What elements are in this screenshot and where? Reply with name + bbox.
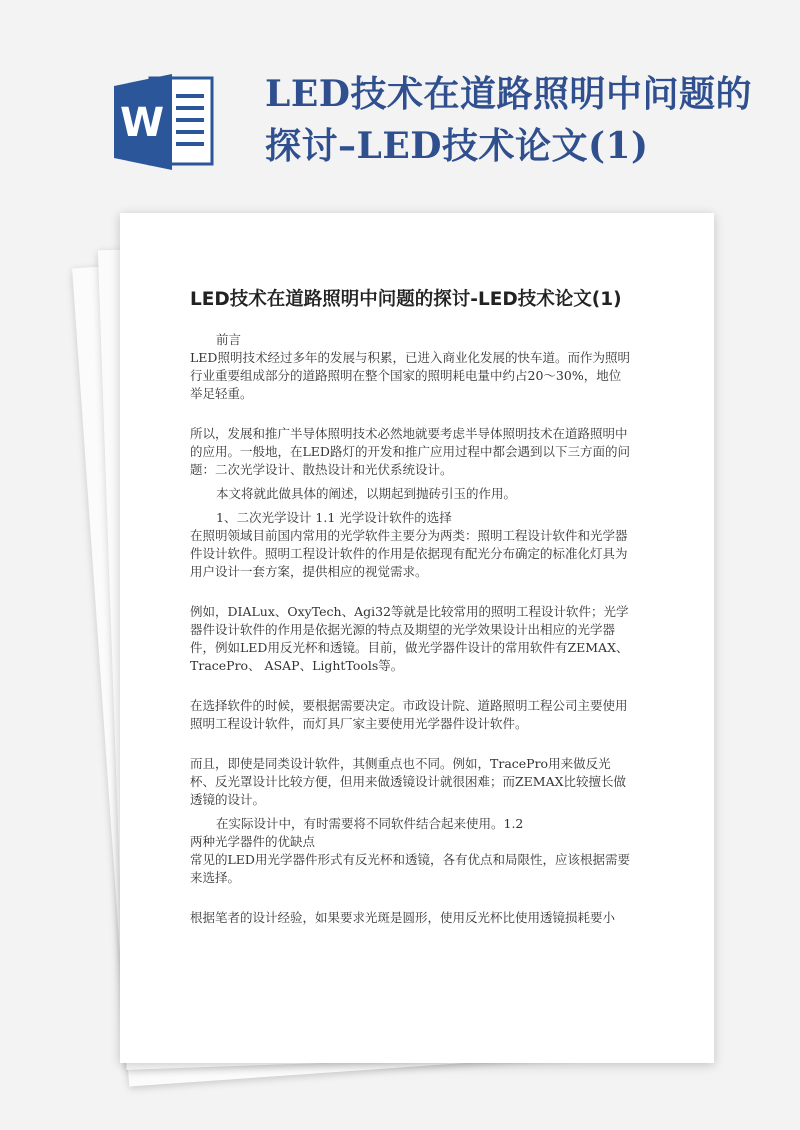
paragraph: LED照明技术经过多年的发展与积累，已进入商业化发展的快车道。而作为照明行业重要组成部分的道路照明在整个国家的照明耗电量中约占20～30%，地位举足轻重。 — [190, 350, 630, 401]
subsection-heading: 两种光学器件的优缺点 — [190, 834, 316, 849]
paragraph: 例如，DIALux、OxyTech、Agi32等就是比较常用的照明工程设计软件；光学器件设计软件的作用是依据光源的特点及期望的光学效果设计出相应的光学器件，例如LED用反光杯和透镜。目前，做光学器件设计的常用软件有ZEMAX、TracePro、 ASAP、LightTools等。 — [190, 604, 629, 673]
document-body — [190, 331, 630, 927]
document-page — [120, 213, 714, 1063]
paragraph: 在实际设计中，有时需要将不同软件结合起来使用。1.2 — [216, 816, 524, 831]
paragraph: 所以，发展和推广半导体照明技术必然地就要考虑半导体照明技术在道路照明中的应用。一般地，在LED路灯的开发和推广应用过程中都会遇到以下三方面的问题：二次光学设计、散热设计和光伏系统设计。 — [190, 426, 630, 477]
paragraph-preface-heading: 前言 — [216, 332, 242, 347]
paragraph: 在照明领域目前国内常用的光学软件主要分为两类：照明工程设计软件和光学器件设计软件。照明工程设计软件的作用是依据现有配光分布确定的标准化灯具为用户设计一套方案，提供相应的视觉需求。 — [190, 528, 628, 579]
paragraph: 在选择软件的时候，要根据需要决定。市政设计院、道路照明工程公司主要使用照明工程设计软件，而灯具厂家主要使用光学器件设计软件。 — [190, 698, 628, 731]
section-heading: 1、二次光学设计 1.1 光学设计软件的选择 — [216, 510, 452, 525]
paragraph: 本文将就此做具体的阐述，以期起到抛砖引玉的作用。 — [216, 486, 517, 501]
svg-text:W: W — [120, 100, 165, 146]
document-title: LED技术在道路照明中问题的探讨-LED技术论文(1) — [190, 289, 622, 310]
paragraph: 而且，即使是同类设计软件，其侧重点也不同。例如，TracePro用来做反光杯、反光罩设计比较方便，但用来做透镜设计就很困难；而ZEMAX比较擅长做透镜的设计。 — [190, 756, 627, 807]
paragraph: 常见的LED用光学器件形式有反光杯和透镜，各有优点和局限性，应该根据需要来选择。 — [190, 852, 630, 885]
paragraph: 根据笔者的设计经验，如果要求光斑是圆形，使用反光杯比使用透镜损耗要小 — [190, 910, 616, 925]
word-document-icon — [110, 72, 220, 172]
page-title: LED技术在道路照明中问题的探讨–LED技术论文(1) — [265, 73, 752, 167]
